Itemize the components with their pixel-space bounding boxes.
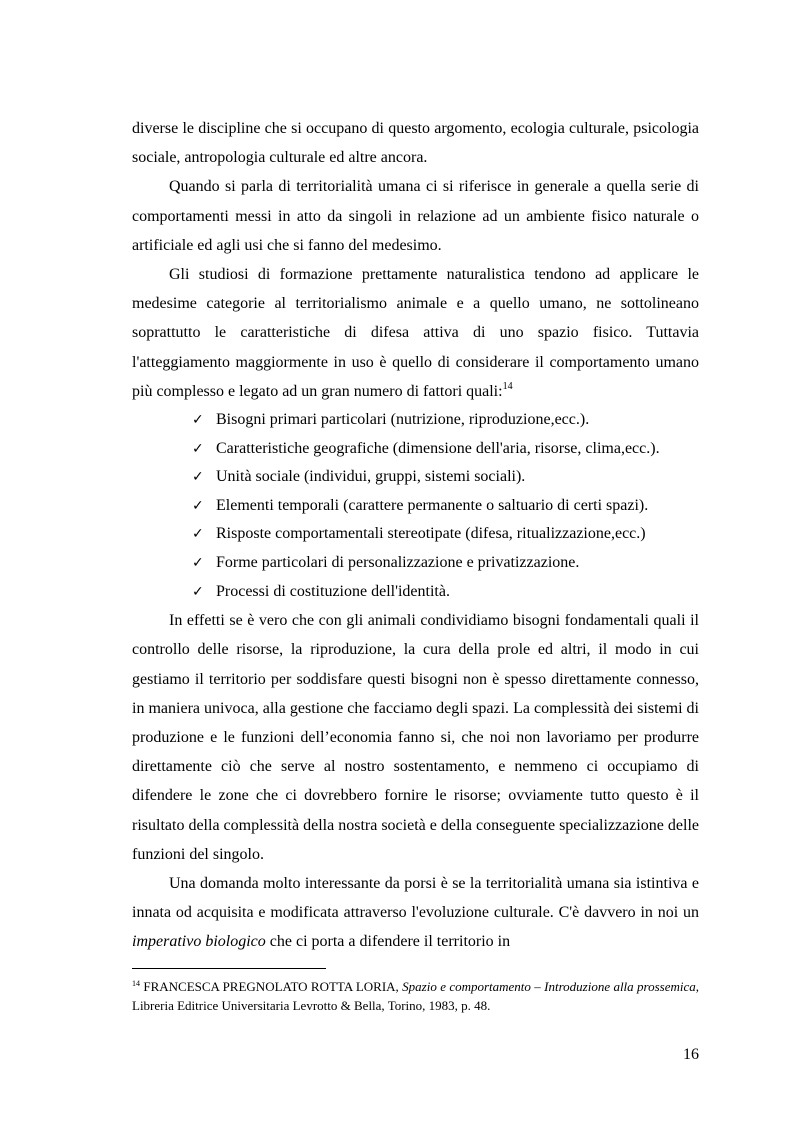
footnote-author: FRANCESCA PREGNOLATO ROTTA LORIA,	[143, 979, 399, 994]
paragraph-5	[132, 869, 699, 957]
check-icon: ✓	[192, 497, 204, 514]
list-item	[192, 520, 699, 549]
paragraph-2-text: Quando si parla di territorialità umana ci si riferisce in generale a quella serie di comportamenti messi in atto da singoli in relazione ad un ambiente fisico naturale o artificiale ed agli usi che si fanno del medesimo.	[132, 178, 699, 254]
check-icon: ✓	[192, 583, 204, 600]
check-icon: ✓	[192, 526, 204, 543]
footnote	[132, 977, 699, 1015]
footnote-publication: , Libreria Editrice Universitaria Levrotto & Bella, Torino, 1983, p. 48.	[132, 979, 700, 1013]
footnote-number: 14	[132, 979, 140, 988]
paragraph-2	[132, 172, 699, 260]
check-icon: ✓	[192, 555, 204, 571]
page-number: 16	[683, 1046, 699, 1063]
check-icon: ✓	[192, 412, 204, 429]
factors-list	[132, 406, 699, 606]
list-item-text: Caratteristiche geografiche (dimensione dell'aria, risorse, clima,ecc.).	[216, 439, 660, 457]
list-item	[192, 549, 699, 578]
paragraph-5-emphasis: imperativo biologico	[132, 933, 266, 951]
check-icon: ✓	[192, 469, 204, 486]
footnote-reference: 14	[502, 380, 513, 392]
paragraph-3	[132, 260, 699, 406]
check-icon: ✓	[192, 440, 204, 457]
paragraph-5-text-end: che ci porta a difendere il territorio in	[265, 933, 511, 951]
paragraph-3-text: Gli studiosi di formazione prettamente naturalistica tendono ad applicare le medesime categorie al territorialismo animale e a quello umano, ne sottolineano soprattutto le caratteristiche di difesa attiva di uno spazio fisico. Tuttavia l'atteggiamento maggiormente in uso è quello di considerare il comportamento umano più complesso e legato ad un gran numero di fattori quali:	[132, 266, 699, 400]
page-body	[132, 114, 699, 957]
paragraph-4	[132, 606, 699, 869]
list-item-text: Elementi temporali (carattere permanente o saltuario di certi spazi).	[216, 496, 649, 514]
footnote-separator	[132, 968, 326, 969]
list-item	[192, 435, 699, 464]
list-item	[192, 492, 699, 521]
paragraph-5-text-start: Una domanda molto interessante da porsi è se la territorialità umana sia istintiva e innata od acquisita e modificata attraverso l'evoluzione culturale. C'è davvero in noi un	[132, 875, 699, 922]
list-item-text: Unità sociale (individui, gruppi, sistemi sociali).	[216, 468, 526, 486]
list-item-text: Risposte comportamentali stereotipate (difesa, ritualizzazione,ecc.)	[216, 525, 646, 543]
list-item	[192, 578, 699, 607]
list-item	[192, 406, 699, 435]
paragraph-1-text: diverse le discipline che si occupano di questo argomento, ecologia culturale, psicologia sociale, antropologia culturale ed altre ancora.	[132, 120, 699, 167]
list-item-text: Forme particolari di personalizzazione e privatizzazione.	[216, 554, 580, 571]
list-item-text: Processi di costituzione dell'identità.	[216, 582, 450, 600]
list-item-text: Bisogni primari particolari (nutrizione, riproduzione,ecc.).	[216, 411, 590, 429]
paragraph-1	[132, 114, 699, 172]
footnote-title: Spazio e comportamento – Introduzione alla prossemica	[402, 979, 696, 994]
paragraph-4-text: In effetti se è vero che con gli animali condividiamo bisogni fondamentali quali il controllo delle risorse, la riproduzione, la cura della prole ed altri, il modo in cui gestiamo il territorio per soddisfare questi bisogni non è spesso direttamente connesso, in maniera univoca, alla gestione che facciamo degli spazi. La complessità dei sistemi di produzione e le funzioni dell’economia fanno si, che noi non lavoriamo per produrre direttamente ciò che serve al nostro sostentamento, e nemmeno ci occupiamo di difendere le zone che ci dovrebbero fornire le risorse; ovviamente tutto questo è il risultato della complessità della nostra società e della conseguente specializzazione delle funzioni del singolo.	[132, 612, 699, 863]
list-item	[192, 463, 699, 492]
